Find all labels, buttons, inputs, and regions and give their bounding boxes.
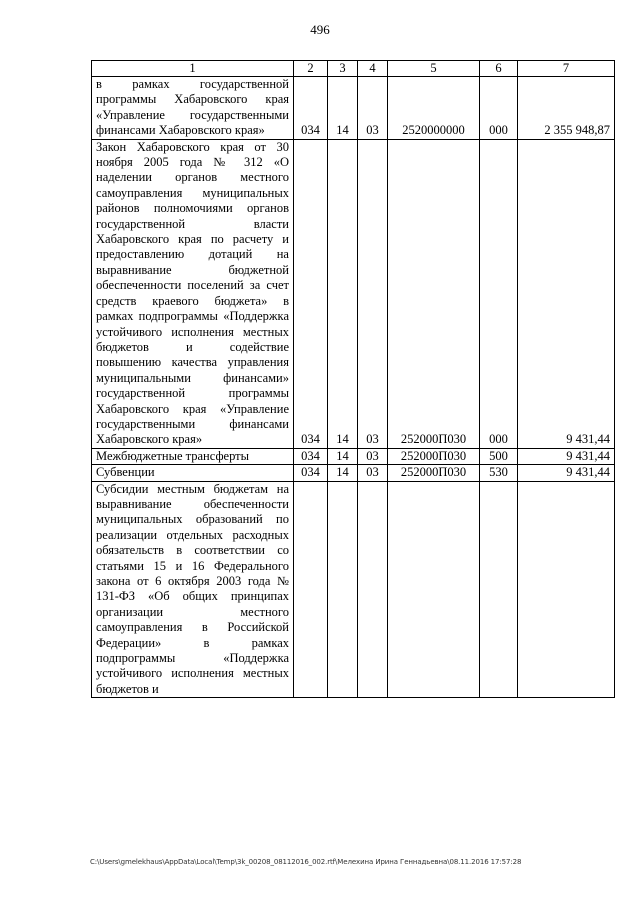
row-description: Межбюджетные трансферты — [92, 448, 294, 464]
row-col3 — [328, 481, 358, 698]
row-col2: 034 — [294, 139, 328, 448]
row-col7: 9 431,44 — [518, 448, 615, 464]
file-path-footer: C:\Users\gmelekhaus\AppData\Local\Temp\3k_00208_08112016_002.rtf\Мелехина Ирина Геннадьевна\08.11.2016 17:57:28 — [90, 858, 522, 866]
header-col-3: 3 — [328, 61, 358, 77]
row-col3: 14 — [328, 448, 358, 464]
row-col7 — [518, 481, 615, 698]
row-description: Субвенции — [92, 465, 294, 481]
row-col6: 000 — [480, 77, 518, 140]
header-col-6: 6 — [480, 61, 518, 77]
row-col7: 9 431,44 — [518, 139, 615, 448]
row-description: Закон Хабаровского края от 30 ноября 2005 года № 312 «О наделении органов местного самоуправления муниципальных районов полномочиями органов государственной власти Хабаровского края по расчету и предоставлению дотаций на выравнивание бюджетной обеспеченности поселений за счет средств краевого бюджета» в рамках подпрограммы «Поддержка устойчивого исполнения местных бюджетов и содействие повышению качества управления муниципальными финансами» государственной программы Хабаровского края «Управление государственными финансами Хабаровского края» — [92, 139, 294, 448]
row-col6 — [480, 481, 518, 698]
row-col2 — [294, 481, 328, 698]
row-col4: 03 — [358, 139, 388, 448]
row-col5: 252000П030 — [388, 448, 480, 464]
row-col4 — [358, 481, 388, 698]
row-col3: 14 — [328, 139, 358, 448]
table-row — [92, 77, 615, 140]
row-col6: 000 — [480, 139, 518, 448]
budget-table — [91, 60, 615, 698]
row-col5: 252000П030 — [388, 139, 480, 448]
row-col2: 034 — [294, 465, 328, 481]
row-description: в рамках государственной программы Хабаровского края «Управление государственными финансами Хабаровского края» — [92, 77, 294, 140]
row-col5 — [388, 481, 480, 698]
header-col-7: 7 — [518, 61, 615, 77]
row-description: Субсидии местным бюджетам на выравнивание обеспеченности муниципальных образований по реализации отдельных расходных обязательств в соответствии со статьями 15 и 16 Федерального закона от 6 октября 2003 года № 131-ФЗ «Об общих принципах организации местного самоуправления в Российской Федерации» в рамках подпрограммы «Поддержка устойчивого исполнения местных бюджетов и — [92, 481, 294, 698]
table-row — [92, 481, 615, 698]
row-col4: 03 — [358, 448, 388, 464]
table-row — [92, 139, 615, 448]
page-number: 496 — [310, 22, 330, 37]
header-col-1: 1 — [92, 61, 294, 77]
row-col5: 252000П030 — [388, 465, 480, 481]
row-col4: 03 — [358, 77, 388, 140]
table-row — [92, 448, 615, 464]
row-col7: 9 431,44 — [518, 465, 615, 481]
row-col7: 2 355 948,87 — [518, 77, 615, 140]
row-col3: 14 — [328, 77, 358, 140]
row-col6: 530 — [480, 465, 518, 481]
row-col3: 14 — [328, 465, 358, 481]
header-col-4: 4 — [358, 61, 388, 77]
row-col6: 500 — [480, 448, 518, 464]
row-col2: 034 — [294, 77, 328, 140]
row-col4: 03 — [358, 465, 388, 481]
header-col-2: 2 — [294, 61, 328, 77]
header-row — [92, 61, 615, 77]
table-row — [92, 465, 615, 481]
header-col-5: 5 — [388, 61, 480, 77]
row-col5: 2520000000 — [388, 77, 480, 140]
row-col2: 034 — [294, 448, 328, 464]
